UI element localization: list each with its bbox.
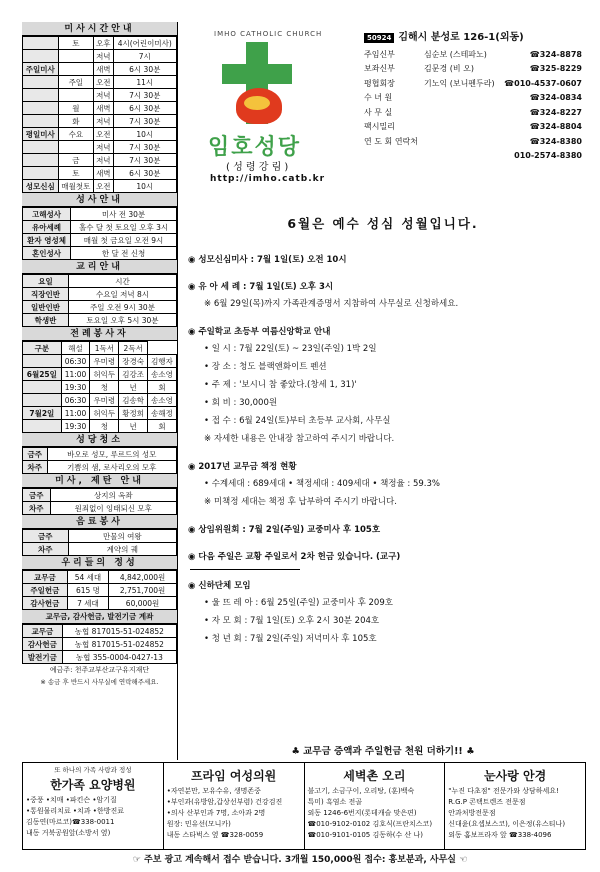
cleaning-row	[23, 461, 177, 474]
cleaning-cell: 금주	[23, 448, 48, 461]
mass-cell: 저녁	[94, 154, 113, 167]
altar-cell	[23, 355, 62, 368]
altar-cell: 허익두	[90, 368, 119, 381]
staff-row	[364, 149, 582, 164]
staff-phone: ☎010-4537-0607	[504, 78, 582, 88]
church-logo	[188, 26, 358, 186]
altar-row	[23, 407, 177, 420]
mass-cell: 저녁	[94, 50, 113, 63]
notice-sub: • 자 모 회 : 7월 1일(토) 오후 2시 30분 204호	[204, 616, 380, 626]
altar-row	[23, 342, 177, 355]
mass-cell: 6시 30분	[113, 167, 176, 180]
edu-table	[22, 274, 177, 327]
mass-row	[23, 115, 177, 128]
staff-phone: 010-2574-8380	[514, 151, 582, 161]
account-cell: 교무금	[23, 625, 63, 638]
account-row	[23, 638, 177, 651]
edu-cell: 직장인반	[23, 288, 69, 301]
altar-cell: 해설	[61, 342, 90, 355]
altar-row	[23, 420, 177, 433]
mass-cell	[23, 50, 59, 63]
altar-cell: 허익두	[90, 407, 119, 420]
mass-cell: 7시 30분	[113, 115, 176, 128]
offering-cell: 감사헌금	[23, 597, 68, 610]
altar-cell: 청	[90, 420, 119, 433]
edu-cell: 일반인반	[23, 301, 69, 314]
notice-sub: • 장 소 : 청도 블랙앤화이트 펜션	[204, 362, 327, 372]
sacrament-title: 성사안내	[22, 193, 177, 207]
mass-row	[23, 128, 177, 141]
staff-role: 평협회장	[364, 78, 395, 88]
ad-line: "누진 다초점" 전문가와 상담하세요!	[448, 787, 559, 795]
notice-gap	[180, 313, 586, 324]
sacrament-row	[23, 221, 177, 234]
offering-row	[23, 571, 177, 584]
mass-cell: 매월첫토	[58, 180, 94, 193]
flower-row	[23, 489, 177, 502]
notice-item: ◉ 유 아 세 례 : 7월 1일(토) 오후 3시	[188, 282, 334, 292]
mass-cell	[58, 50, 94, 63]
mass-row	[23, 37, 177, 50]
staff-list	[364, 47, 582, 163]
notice-gap	[180, 268, 586, 279]
staff-row	[364, 120, 582, 135]
notice-lines	[180, 252, 586, 648]
altar-row	[23, 381, 177, 394]
ad-line: •중풍 •치매 •파킨슨 •암기질	[26, 796, 117, 804]
edu-row	[23, 275, 177, 288]
staff-name: 김문경 (비 오)	[424, 64, 474, 74]
altar-cell: 년	[119, 420, 148, 433]
ad-line: •자연분만, 모유수유, 생명존중	[166, 787, 261, 795]
altar-cell: 김행자	[148, 355, 177, 368]
altar-cell: 송소영	[148, 394, 177, 407]
ad-line: 김동연(마르코)☎338-0011	[26, 818, 115, 826]
ad-title: 한가족 요양병원	[50, 778, 136, 792]
altar-cell	[23, 381, 62, 394]
ad-line: 안과처방전문점	[448, 809, 496, 817]
sacrament-cell: 유아세례	[23, 221, 71, 234]
account-table	[22, 624, 177, 664]
mass-cell: 오전	[94, 128, 113, 141]
drink-cell: 금주	[23, 530, 69, 543]
ad-line: 내동 거북공원앞(소방서 옆)	[26, 829, 111, 837]
mass-row	[23, 50, 177, 63]
postal-code: 50924	[364, 33, 394, 43]
church-sub: ( 성 령 강 림 )	[226, 162, 289, 173]
offering-row	[23, 597, 177, 610]
ad-line: 외동 홈보프라자 앞 ☎338-4096	[448, 831, 552, 839]
edu-cell: 요일	[23, 275, 69, 288]
notice-divider	[190, 569, 300, 570]
ad-line: 내동 스타벅스 옆 ☎328-0059	[166, 831, 264, 839]
drink-cell: 만물의 여왕	[68, 530, 176, 543]
altar-row	[23, 355, 177, 368]
staff-row	[364, 134, 582, 149]
flower-cell: 원죄없이 잉태되신 모후	[50, 502, 176, 515]
mass-cell: 7시 30분	[113, 154, 176, 167]
ad-line: 외동 1246-6번지(롯데캐슬 맞은편)	[307, 809, 417, 817]
mass-cell	[58, 141, 94, 154]
cross-bar	[222, 64, 292, 84]
sacrament-cell: 홀수 달 첫 토요일 오후 3시	[71, 221, 177, 234]
altar-cell: 19:30	[61, 420, 90, 433]
staff-row	[364, 47, 582, 62]
cleaning-cell: 기쁨의 샘, 로사리오의 모후	[47, 461, 176, 474]
mass-cell: 주일	[58, 76, 94, 89]
altar-cell	[23, 394, 62, 407]
drink-row	[23, 543, 177, 556]
staff-role: 사 무 실	[364, 107, 393, 117]
right-column	[180, 22, 586, 760]
flower-row	[23, 502, 177, 515]
altar-cell: 7월2일	[23, 407, 62, 420]
mass-cell	[23, 154, 59, 167]
sacrament-table	[22, 207, 177, 260]
offering-cell: 교무금	[23, 571, 68, 584]
staff-phone: ☎324-8227	[529, 107, 582, 117]
altar-cell: 6월25일	[23, 368, 62, 381]
mass-cell	[23, 102, 59, 115]
sacrament-cell: 미사 전 30분	[71, 208, 177, 221]
notice-sub: • 접 수 : 6월 24일(토)부터 초등부 교사회, 사무실	[204, 416, 391, 426]
ad-box	[445, 763, 585, 849]
flower-cell: 차주	[23, 502, 51, 515]
altar-cell: 송해정	[148, 407, 177, 420]
ad-title: 프라임 여성의원	[190, 769, 277, 783]
ad-line: R.G.P 콘택트렌즈 전문점	[448, 798, 526, 806]
mass-cell: 새벽	[94, 102, 113, 115]
altar-table	[22, 341, 177, 433]
flower-title: 미사, 제탄 안내	[22, 474, 177, 488]
offering-cell: 7 세대	[67, 597, 108, 610]
offering-cell: 4,842,000원	[109, 571, 177, 584]
contact-info	[364, 28, 582, 163]
altar-cell: 회	[148, 381, 177, 394]
ad-box	[164, 763, 305, 849]
staff-name: 기노익 (보니펜두라)	[424, 78, 495, 88]
ad-line: •통원물리치료 •치과 •한방진료	[26, 807, 124, 815]
staff-phone: ☎324-8380	[529, 136, 582, 146]
mass-cell: 새벽	[94, 63, 113, 76]
notice-item: ◉ 2017년 교무금 책정 현황	[188, 462, 297, 472]
altar-row	[23, 368, 177, 381]
edu-row	[23, 288, 177, 301]
edu-cell: 시간	[68, 275, 176, 288]
notice-gap	[180, 448, 586, 459]
edu-cell: 토요일 오후 5시 30분	[68, 314, 176, 327]
mass-row	[23, 180, 177, 193]
mass-cell	[23, 89, 59, 102]
offering-cell: 60,000원	[109, 597, 177, 610]
left-column	[22, 22, 178, 760]
account-cell: 감사헌금	[23, 638, 63, 651]
cleaning-table	[22, 447, 177, 474]
offering-row	[23, 584, 177, 597]
mass-cell: 6시 30분	[113, 63, 176, 76]
account-row	[23, 625, 177, 638]
mass-cell: 7시 30분	[113, 89, 176, 102]
flower-table	[22, 488, 177, 515]
ad-box	[23, 763, 164, 849]
ad-line: 특미) 흑염소 전골	[307, 798, 363, 806]
ad-line: 신대윤(요셉보스코), 이은정(유스티나)	[448, 820, 566, 828]
notice-note: ※ 자세한 내용은 안내장 참고하여 주시기 바랍니다.	[204, 434, 395, 444]
mass-cell: 4시(어린이미사)	[113, 37, 176, 50]
staff-row	[364, 62, 582, 77]
ad-box	[305, 763, 446, 849]
mass-cell: 오후	[94, 37, 113, 50]
sacrament-row	[23, 234, 177, 247]
altar-cell: 황정희	[119, 407, 148, 420]
mass-cell: 토	[58, 37, 94, 50]
mass-cell: 6시 30분	[113, 102, 176, 115]
staff-phone: ☎325-8229	[529, 64, 582, 74]
staff-row	[364, 91, 582, 106]
ad-strip	[22, 762, 586, 850]
mass-cell: 새벽	[94, 167, 113, 180]
altar-cell: 06:30	[61, 394, 90, 407]
mass-cell: 화	[58, 115, 94, 128]
altar-cell: 11:00	[61, 368, 90, 381]
altar-cell: 우미령	[90, 355, 119, 368]
notice-item: ◉ 상임위원회 : 7월 2일(주일) 교중미사 후 105호	[188, 525, 381, 535]
notice-item: ◉ 주일학교 초등부 여름신앙학교 안내	[188, 327, 331, 337]
ad-title: 세벽촌 오리	[343, 769, 406, 783]
flame-core	[244, 96, 270, 110]
mass-cell: 토	[58, 167, 94, 180]
offering-cell: 54 세대	[67, 571, 108, 584]
mass-cell	[58, 89, 94, 102]
notice-sub: • 청 년 회 : 7월 2일(주일) 저녁미사 후 105호	[204, 634, 377, 644]
altar-title: 전례봉사자	[22, 327, 177, 341]
staff-row	[364, 105, 582, 120]
mass-row	[23, 63, 177, 76]
mass-cell: 성모신심	[23, 180, 59, 193]
mass-cell: 11시	[113, 76, 176, 89]
cleaning-row	[23, 448, 177, 461]
mass-cell: 7시 30분	[113, 141, 176, 154]
header	[180, 22, 586, 187]
notice-note: ※ 6월 29일(목)까지 가족관계증명서 지참하여 사무실로 신청하세요.	[204, 299, 459, 309]
ad-line: 불고기, 소금구이, 오리탕, (훈)백숙	[307, 787, 415, 795]
account-cell: 농협 355-0004-0427-13	[62, 651, 176, 664]
altar-cell: 2독서	[119, 342, 148, 355]
altar-cell: 회	[148, 420, 177, 433]
mass-cell: 평일미사	[23, 128, 59, 141]
staff-role: 주임신부	[364, 49, 395, 59]
notice-note: ※ 미책정 세대는 책정 후 납부하여 주시기 바랍니다.	[204, 497, 397, 507]
mass-cell: 저녁	[94, 115, 113, 128]
drink-cell: 계약의 궤	[68, 543, 176, 556]
ad-line: ☎010-9102-0102 김호식(프란치스코)	[307, 820, 433, 828]
mass-cell	[58, 63, 94, 76]
altar-row	[23, 394, 177, 407]
altar-cell: 김강조	[119, 368, 148, 381]
altar-cell: 청	[90, 381, 119, 394]
altar-cell: 19:30	[61, 381, 90, 394]
mass-cell: 주일미사	[23, 63, 59, 76]
mass-row	[23, 89, 177, 102]
flower-cell: 상지의 옥좌	[50, 489, 176, 502]
ad-tagline: 또 하나의 가족 사랑과 정성	[54, 766, 132, 774]
mass-cell	[23, 115, 59, 128]
mass-cell: 저녁	[94, 141, 113, 154]
altar-cell: 구분	[23, 342, 62, 355]
staff-phone: ☎324-8878	[529, 49, 582, 59]
staff-row	[364, 76, 582, 91]
staff-name: 심순보 (스테파노)	[424, 49, 487, 59]
ad-title: 눈사랑 안경	[484, 769, 547, 783]
drink-row	[23, 530, 177, 543]
drink-title: 음료봉사	[22, 515, 177, 529]
mass-row	[23, 76, 177, 89]
bottom-note: ☞ 주보 광고 계속해서 접수 받습니다. 3개월 150,000원 접수: 홍보분과, 사무실 ☜	[132, 855, 468, 865]
cleaning-title: 성당청소	[22, 433, 177, 447]
drink-table	[22, 529, 177, 556]
altar-cell: 김송학	[119, 394, 148, 407]
sacrament-cell: 고해성사	[23, 208, 71, 221]
headline: 6월은 예수 성심 성월입니다.	[287, 216, 479, 231]
address-text: 김해시 분성로 126-1(외동)	[398, 32, 524, 43]
staff-phone: ☎324-8804	[529, 122, 582, 132]
sacrament-row	[23, 247, 177, 260]
edu-cell: 주일 오전 9시 30분	[68, 301, 176, 314]
mass-row	[23, 154, 177, 167]
mass-table	[22, 36, 177, 193]
mass-row	[23, 102, 177, 115]
address	[364, 28, 582, 43]
notice-item: ◉ 다음 주일은 교황 주일로서 2차 헌금 있습니다. (교구)	[188, 552, 401, 562]
staff-role: 수 녀 원	[364, 93, 393, 103]
staff-role: 팩시밀리	[364, 122, 395, 132]
notice-sub: • 울 뜨 레 아 : 6월 25일(주일) 교중미사 후 209호	[204, 598, 393, 608]
edu-cell: 학생반	[23, 314, 69, 327]
mass-cell	[23, 167, 59, 180]
notice-sub: • 회 비 : 30,000원	[204, 398, 278, 408]
notice-content	[180, 190, 586, 648]
edu-row	[23, 314, 177, 327]
account-cell: 농협 817015-51-024852	[62, 638, 176, 651]
notice-sub: • 주 제 : '보시니 참 좋았다.(창세 1, 31)'	[204, 380, 357, 390]
cleaning-cell: 차주	[23, 461, 48, 474]
ad-line: ☎010-9101-0105 김동하(수 산 나)	[307, 831, 423, 839]
notice-gap	[180, 511, 586, 522]
ad-line: •부인과(유방암,갑상선부렴) 건강검진	[166, 798, 283, 806]
offering-cell: 주일헌금	[23, 584, 68, 597]
church-url: http://imho.catb.kr	[210, 174, 326, 184]
mass-row	[23, 167, 177, 180]
sacrament-cell: 한 달 전 신청	[71, 247, 177, 260]
altar-cell: 06:30	[61, 355, 90, 368]
staff-role: 연 도 회 연락처	[364, 136, 418, 146]
mass-cell	[23, 37, 59, 50]
mass-cell: 10시	[113, 180, 176, 193]
mass-cell: 금	[58, 154, 94, 167]
altar-cell: 1독서	[90, 342, 119, 355]
mass-cell: 수요	[58, 128, 94, 141]
mass-cell	[23, 76, 59, 89]
ad-line: •의사 산부인과 7명, 소아과 2명	[166, 809, 266, 817]
account-note: ※ 송금 후 반드시 사무실에 연락해주세요.	[40, 678, 159, 686]
mass-cell: 10시	[113, 128, 176, 141]
account-holder: 예금주: 천주교부산교구유지재단	[49, 666, 150, 674]
mass-cell	[23, 141, 59, 154]
notice-item: ◉ 성모신심미사 : 7월 1일(토) 오전 10시	[188, 255, 347, 265]
sacrament-cell: 환자 영성체	[23, 234, 71, 247]
account-cell: 발전기금	[23, 651, 63, 664]
drink-cell: 차주	[23, 543, 69, 556]
church-name: 임호성당	[208, 135, 302, 160]
notice-gap	[180, 538, 586, 549]
mass-title: 미사시간안내	[22, 22, 177, 36]
mass-cell: 오전	[94, 180, 113, 193]
altar-cell: 년	[119, 381, 148, 394]
mass-row	[23, 141, 177, 154]
mass-cell: 7시	[113, 50, 176, 63]
notice-item: ◉ 신하단체 모임	[188, 581, 251, 591]
altar-cell: 장경숙	[119, 355, 148, 368]
altar-cell: 11:00	[61, 407, 90, 420]
cleaning-cell: 바오로 성모, 루르드의 성모	[47, 448, 176, 461]
mass-cell: 월	[58, 102, 94, 115]
mass-cell: 오전	[94, 76, 113, 89]
account-row	[23, 651, 177, 664]
sacrament-row	[23, 208, 177, 221]
offering-cell: 2,751,700원	[109, 584, 177, 597]
notice-sub: • 수계세대 : 689세대 • 책정세대 : 409세대 • 책정율 : 59.3%	[204, 479, 440, 489]
ad-line: 원장: 민유선(모니카)	[166, 820, 231, 828]
edu-cell: 수요일 저녁 8시	[68, 288, 176, 301]
account-cell: 농협 817015-51-024852	[62, 625, 176, 638]
staff-role: 보좌신부	[364, 64, 395, 74]
altar-cell	[23, 420, 62, 433]
edu-title: 교리안내	[22, 260, 177, 274]
account-title: 교무금, 감사헌금, 발전기금 계좌	[22, 610, 177, 624]
notice-sub: • 일 시 : 7월 22일(토) ~ 23일(주일) 1박 2일	[204, 344, 377, 354]
altar-cell: 우미령	[90, 394, 119, 407]
edu-row	[23, 301, 177, 314]
church-arc-text: IMHO CATHOLIC CHURCH	[214, 30, 323, 38]
altar-cell: 송소영	[148, 368, 177, 381]
sacrament-cell: 혼인성사	[23, 247, 71, 260]
mass-cell: 저녁	[94, 89, 113, 102]
footer-message: ♣ 교무금 증액과 주일헌금 천원 더하기!! ♣	[291, 746, 475, 757]
staff-phone: ☎324-0834	[529, 93, 582, 103]
flower-cell: 금주	[23, 489, 51, 502]
offering-table	[22, 570, 177, 610]
offering-title: 우리들의 정성	[22, 556, 177, 570]
sacrament-cell: 매월 첫 금요일 오전 9시	[71, 234, 177, 247]
offering-cell: 615 명	[67, 584, 108, 597]
